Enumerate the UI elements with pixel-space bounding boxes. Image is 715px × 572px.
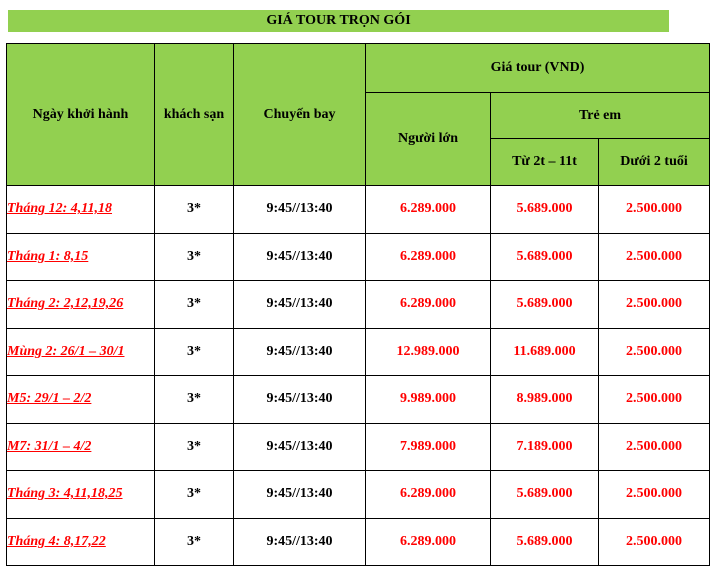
flight-time: 9:45//13:40: [234, 423, 366, 471]
price-child: 5.689.000: [491, 186, 599, 234]
price-adult: 6.289.000: [366, 471, 491, 519]
price-adult: 6.289.000: [366, 186, 491, 234]
header-date: Ngày khởi hành: [7, 44, 155, 186]
date-link[interactable]: M7: 31/1 – 4/2: [7, 423, 155, 471]
price-adult: 12.989.000: [366, 328, 491, 376]
date-link[interactable]: Tháng 1: 8,15: [7, 233, 155, 281]
table-row: [7, 186, 710, 234]
price-infant: 2.500.000: [599, 328, 710, 376]
header-price-group: Giá tour (VND): [366, 44, 710, 93]
price-adult: 7.989.000: [366, 423, 491, 471]
table-body: [7, 44, 710, 566]
table-row: [7, 328, 710, 376]
price-infant: 2.500.000: [599, 518, 710, 566]
date-link[interactable]: Tháng 2: 2,12,19,26: [7, 281, 155, 329]
price-child: 11.689.000: [491, 328, 599, 376]
date-link[interactable]: Tháng 4: 8,17,22: [7, 518, 155, 566]
price-infant: 2.500.000: [599, 376, 710, 424]
price-child: 5.689.000: [491, 471, 599, 519]
price-adult: 6.289.000: [366, 233, 491, 281]
price-child: 5.689.000: [491, 233, 599, 281]
hotel-rating: 3*: [155, 518, 234, 566]
price-infant: 2.500.000: [599, 281, 710, 329]
flight-time: 9:45//13:40: [234, 518, 366, 566]
hotel-rating: 3*: [155, 281, 234, 329]
header-child-group: Trẻ em: [491, 93, 710, 139]
price-infant: 2.500.000: [599, 233, 710, 281]
table-row: [7, 233, 710, 281]
price-adult: 6.289.000: [366, 518, 491, 566]
date-link[interactable]: Mùng 2: 26/1 – 30/1: [7, 328, 155, 376]
header-under-2: Dưới 2 tuổi: [599, 139, 710, 186]
price-child: 5.689.000: [491, 518, 599, 566]
flight-time: 9:45//13:40: [234, 328, 366, 376]
flight-time: 9:45//13:40: [234, 376, 366, 424]
table-row: [7, 376, 710, 424]
tour-price-table: [6, 43, 710, 566]
page-title: GIÁ TOUR TRỌN GÓI: [8, 10, 669, 32]
hotel-rating: 3*: [155, 423, 234, 471]
date-link[interactable]: M5: 29/1 – 2/2: [7, 376, 155, 424]
header-child-2-11: Từ 2t – 11t: [491, 139, 599, 186]
table-row: [7, 423, 710, 471]
hotel-rating: 3*: [155, 186, 234, 234]
price-child: 7.189.000: [491, 423, 599, 471]
flight-time: 9:45//13:40: [234, 186, 366, 234]
hotel-rating: 3*: [155, 471, 234, 519]
hotel-rating: 3*: [155, 233, 234, 281]
date-link[interactable]: Tháng 3: 4,11,18,25: [7, 471, 155, 519]
table-row: [7, 518, 710, 566]
flight-time: 9:45//13:40: [234, 471, 366, 519]
price-infant: 2.500.000: [599, 471, 710, 519]
price-child: 5.689.000: [491, 281, 599, 329]
header-adult: Người lớn: [366, 93, 491, 186]
price-child: 8.989.000: [491, 376, 599, 424]
flight-time: 9:45//13:40: [234, 233, 366, 281]
price-infant: 2.500.000: [599, 186, 710, 234]
hotel-rating: 3*: [155, 376, 234, 424]
header-row-1: [7, 44, 710, 93]
price-adult: 6.289.000: [366, 281, 491, 329]
header-hotel: khách sạn: [155, 44, 234, 186]
date-link[interactable]: Tháng 12: 4,11,18: [7, 186, 155, 234]
price-infant: 2.500.000: [599, 423, 710, 471]
flight-time: 9:45//13:40: [234, 281, 366, 329]
price-adult: 9.989.000: [366, 376, 491, 424]
table-row: [7, 471, 710, 519]
table-row: [7, 281, 710, 329]
header-flight: Chuyến bay: [234, 44, 366, 186]
hotel-rating: 3*: [155, 328, 234, 376]
